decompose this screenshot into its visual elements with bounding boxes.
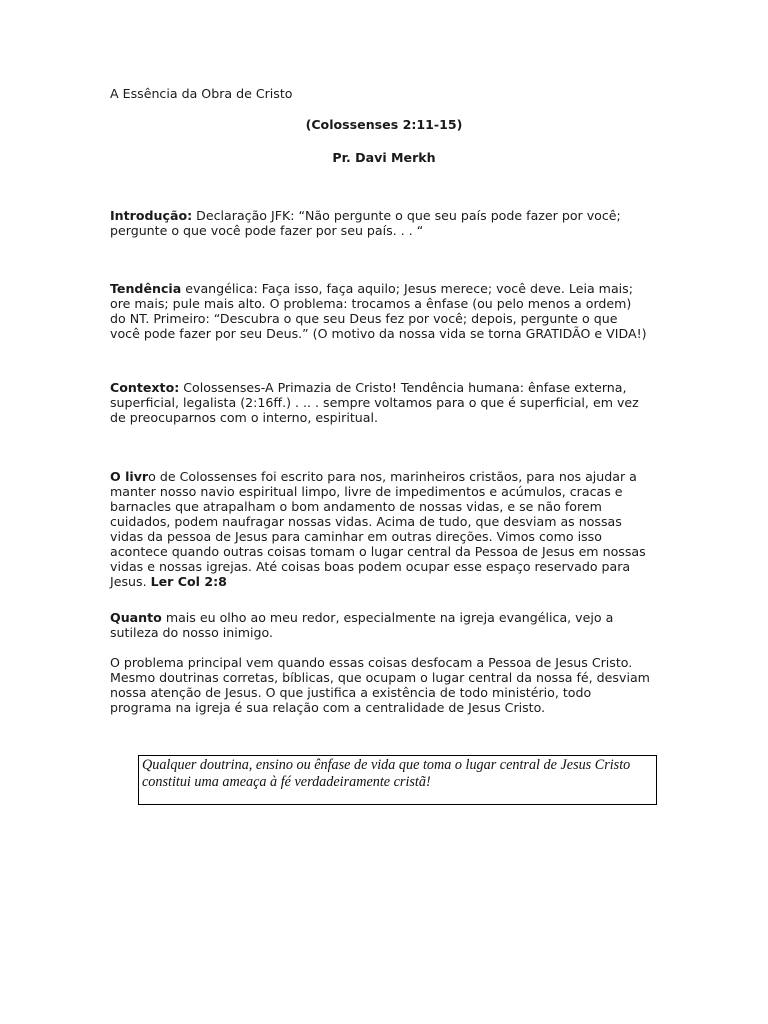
quanto-text: mais eu olho ao meu redor, especialmente na igreja evangélica, vejo a sutileza do nosso inimigo. [110, 610, 614, 640]
problema-paragraph: O problema principal vem quando essas coisas desfocam a Pessoa de Jesus Cristo. Mesmo doutrinas corretas, bíblicas, que ocupam o lugar central da nossa fé, desviam nossa atenção de Jesus. O que justifica a existência de todo ministério, todo programa na igreja é sua relação com a centralidade de Jesus Cristo. [110, 655, 650, 715]
tendencia-label: Tendência [110, 281, 182, 296]
contexto-text: Colossenses-A Primazia de Cristo! Tendência humana: ênfase externa, superficial, legalista (2:16ff.) . .. . sempre voltamos para o que é superficial, em vez de preocuparnos com o interno, espiritual. [110, 380, 639, 425]
livro-label: O livr [110, 469, 149, 484]
quanto-paragraph [110, 610, 650, 640]
quanto-label: Quanto [110, 610, 162, 625]
livro-text: o de Colossenses foi escrito para nos, marinheiros cristãos, para nos ajudar a manter nosso navio espiritual limpo, livre de impedimentos e acúmulos, cracas e barnacles que atrapalham o bom andamento de nossas vidas, e se não forem cuidados, podem naufragar nossas vidas. Acima de tudo, que desviam as nossas vidas da pessoa de Jesus para caminhar em outras direções. Vimos como isso acontece quando outras coisas tomam o lugar central da Pessoa de Jesus em nossas vidas e nossas igrejas. Até coisas boas podem ocupar esse espaço reservado para Jesus. [110, 469, 646, 589]
tendencia-paragraph [110, 281, 650, 341]
intro-text: Declaração JFK: “Não pergunte o que seu país pode fazer por você; pergunte o que você pode fazer por seu país. . . “ [110, 208, 621, 238]
highlight-quote-box [138, 755, 657, 805]
scripture-reference: (Colossenses 2:11-15) [305, 117, 463, 132]
intro-label: Introdução: [110, 208, 193, 223]
intro-paragraph [110, 208, 650, 238]
livro-paragraph [110, 469, 650, 589]
contexto-label: Contexto: [110, 380, 180, 395]
contexto-paragraph [110, 380, 650, 425]
document-title: A Essência da Obra de Cristo [110, 86, 293, 101]
livro-reference: Ler Col 2:8 [150, 574, 227, 589]
highlight-quote-text: Qualquer doutrina, ensino ou ênfase de vida que toma o lugar central de Jesus Cristo constitui uma ameaça à fé verdadeiramente cristã! [142, 757, 631, 790]
tendencia-text: evangélica: Faça isso, faça aquilo; Jesus merece; você deve. Leia mais; ore mais; pule mais alto. O problema: trocamos a ênfase (ou pelo menos a ordem) do NT. Primeiro: “Descubra o que seu Deus fez por você; depois, pergunte o que você pode fazer por seu Deus.” (O motivo da nossa vida se torna GRATIDÃO e VIDA!) [110, 281, 647, 341]
author-name: Pr. Davi Merkh [332, 150, 436, 165]
